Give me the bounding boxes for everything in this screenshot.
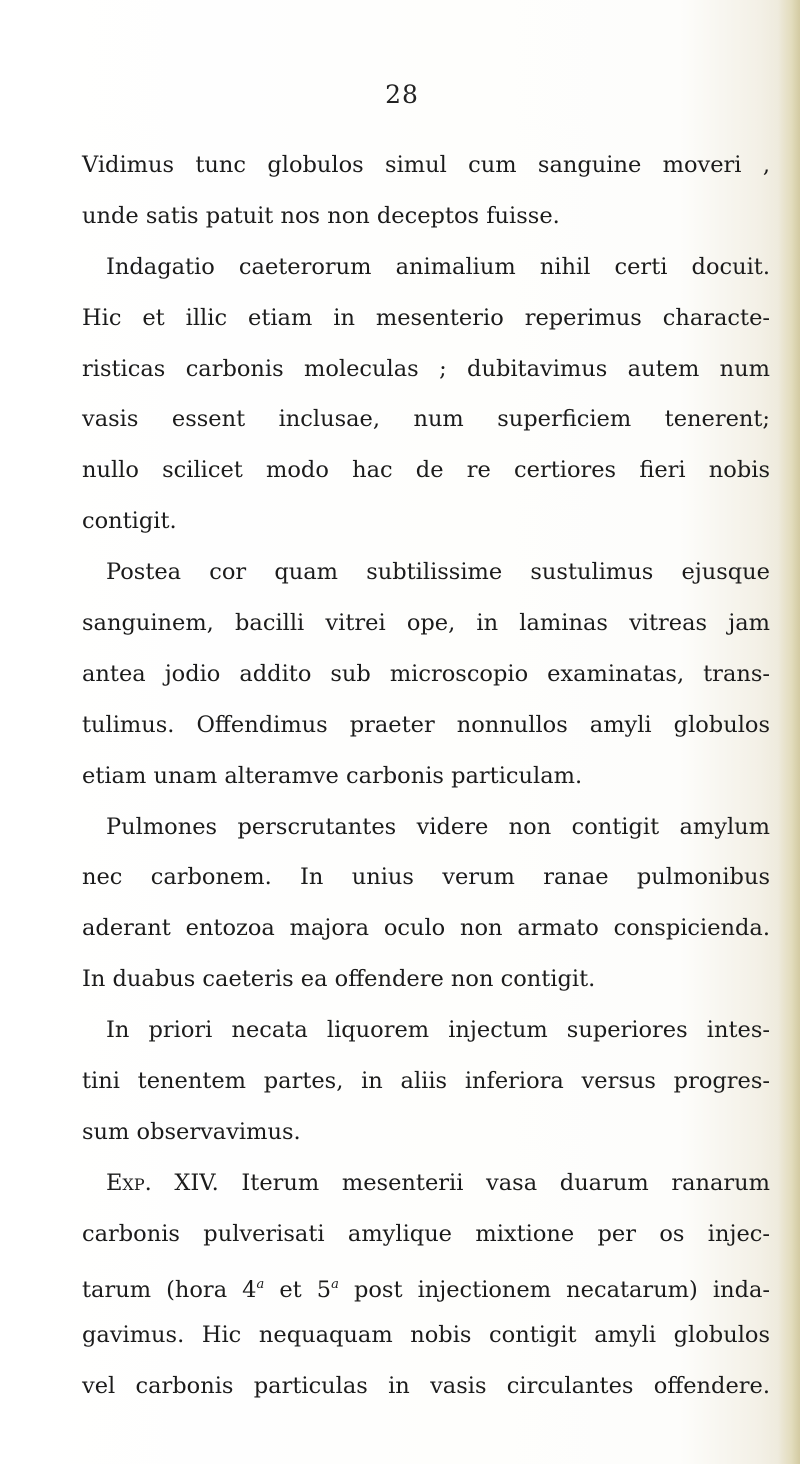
body-text (82, 148, 770, 1420)
text-line: nullo scilicet modo hac de re certiores fieri nobis (82, 457, 770, 484)
text-line: etiam unam alteramve carbonis particulam. (82, 762, 583, 789)
exp-number: XIV. (174, 1169, 219, 1196)
text-line: Postea cor quam subtilissime sustulimus ejusque (106, 559, 770, 586)
page-number: 28 (385, 80, 419, 109)
hora-sup-2: a (331, 1276, 339, 1292)
exp-line-rest: Iterum mesenterii vasa duarum ranarum (241, 1169, 770, 1196)
exp-continuation (82, 1217, 770, 1268)
text-line: In duabus caeteris ea offendere non contigit. (82, 966, 596, 993)
text-line: tulimus. Offendimus praeter nonnullos amyli globulos (82, 711, 770, 738)
exp-label: Exp. (106, 1169, 152, 1196)
paragraphs (82, 148, 770, 1166)
text-line-exp (82, 1166, 770, 1217)
text-line: contigit. (82, 508, 177, 535)
text-line: Vidimus tunc globulos simul cum sanguine moveri , (82, 152, 770, 178)
final-paragraph-lines (82, 1318, 770, 1420)
hora-post: post injectionem necatarum) inda- (338, 1276, 770, 1303)
text-line: In priori necata liquorem injectum superiores intes- (106, 1017, 770, 1044)
text-line: carbonis pulverisati amylique mixtione per os injec- (82, 1220, 770, 1247)
text-line: aderant entozoa majora oculo non armato conspicienda. (82, 915, 770, 942)
text-line: Pulmones perscrutantes videre non contigit amylum (106, 813, 770, 840)
text-line-hora (82, 1268, 770, 1319)
text-line: sanguinem, bacilli vitrei ope, in laminas vitreas jam (82, 610, 770, 637)
text-line: vasis essent inclusae, num superficiem tenerent; (82, 406, 770, 433)
text-line: Hic et illic etiam in mesenterio reperimus characte- (82, 304, 770, 331)
text-line: antea jodio addito sub microscopio examinatas, trans- (82, 660, 770, 687)
hora-pre: tarum (hora 4 (82, 1276, 257, 1303)
text-line: nec carbonem. In unius verum ranae pulmonibus (82, 864, 770, 891)
hora-mid: et 5 (264, 1276, 332, 1303)
page-edge-shadow (778, 0, 800, 1464)
hora-sup-1: a (256, 1276, 265, 1292)
text-line: sum observavimus. (82, 1118, 301, 1145)
text-line: tini tenentem partes, in aliis inferiora versus progres- (82, 1068, 770, 1095)
text-line: vel carbonis particulas in vasis circulantes offendere. (82, 1373, 770, 1400)
text-line: gavimus. Hic nequaquam nobis contigit amyli globulos (82, 1322, 770, 1349)
text-line: unde satis patuit nos non deceptos fuisse. (82, 202, 560, 229)
text-line: Indagatio caeterorum animalium nihil certi docuit. (106, 253, 770, 280)
text-line: risticas carbonis moleculas ; dubitavimus autem num (82, 355, 770, 382)
